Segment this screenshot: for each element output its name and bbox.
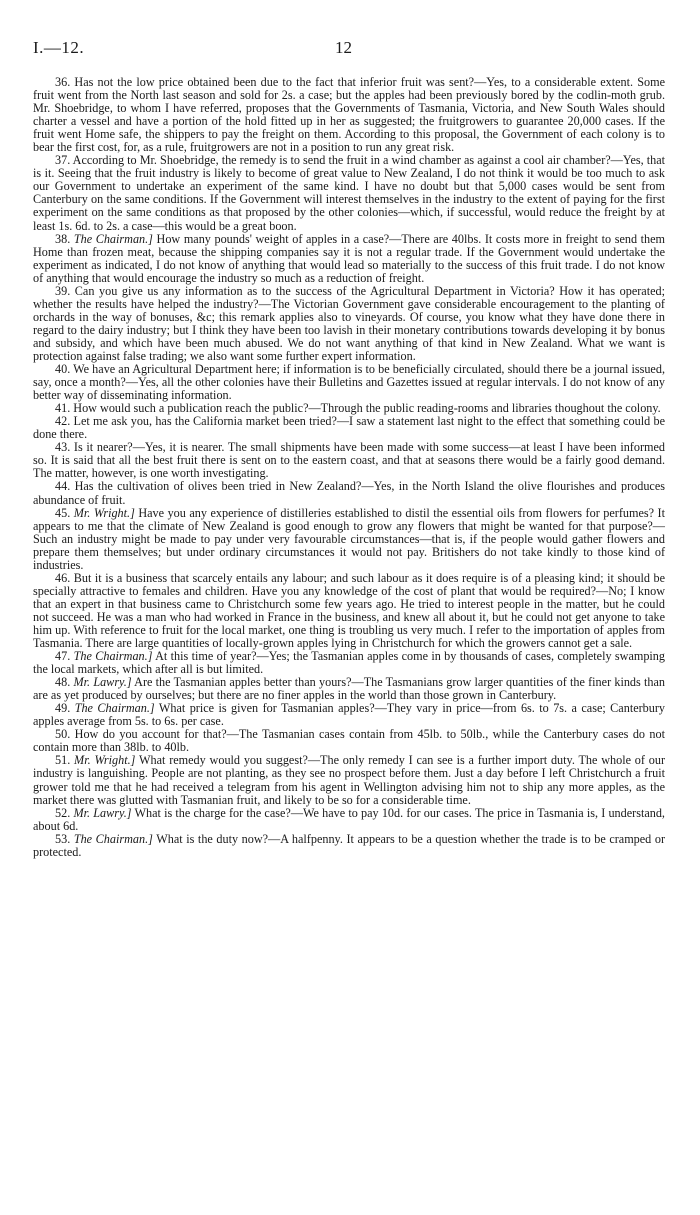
question-paragraph (33, 833, 665, 859)
question-paragraph: 43. Is it nearer?—Yes, it is nearer. The small shipments have been made with some success—at least I have been informed so. It is said that all the best fruit there is sent on to the eastern coast, and that at seasons there would be a fairly good demand. The matter, however, is one worth investigating. (33, 440, 665, 481)
speaker-name: Mr. Lawry.] (73, 675, 132, 690)
question-text: Are the Tasmanian apples better than yours?—The Tasmanians grow larger quantities of the finer kinds than are as yet produced by ourselves; but there are no finer apples in the world than those grown in Canterbury. (33, 675, 665, 703)
question-text: What is the duty now?—A halfpenny. It appears to be a question whether the trade is to be cramped or protected. (33, 831, 665, 859)
question-number: 52. (55, 805, 74, 820)
question-paragraph: 41. How would such a publication reach the public?—Through the public reading-rooms and libraries thoughout the colony. (55, 401, 661, 416)
question-number: 51. (55, 753, 75, 768)
speaker-name: Mr. Wright.] (73, 505, 135, 520)
question-text: How many pounds' weight of apples in a case?—There are 40lbs. It costs more in freight to send them Home than frozen meat, because the shipping companies say it is not a regular trade. If the Government would undertake the experiment as indicated, I do not know of anything that would lead so materially to the success of this fruit trade. I do not know of anything that would encourage the industry so much as a reduction of freight. (33, 231, 665, 285)
question-text: At this time of year?—Yes; the Tasmanian apples come in by thousands of cases, completely swamping the local markets, which after all is but limited. (33, 649, 665, 677)
paper-reference: I.—12. (33, 38, 85, 57)
question-number: 48. (55, 675, 74, 690)
question-paragraph: 40. We have an Agricultural Department here; if information is to be beneficially circulated, should there be a journal issued, say, once a month?—Yes, all the other colonies have their Bulletins and Gazettes issued at regular intervals. I do not know of any better way of disseminating information. (33, 362, 665, 403)
question-number: 49. (55, 701, 75, 716)
question-paragraph (33, 507, 665, 572)
speaker-name: The Chairman.] (74, 701, 155, 716)
question-paragraph (33, 807, 665, 833)
page-number: 12 (335, 38, 352, 57)
page-header (33, 38, 665, 62)
evidence-body (33, 76, 665, 859)
question-number: 53. (55, 831, 74, 846)
speaker-name: Mr. Lawry.] (73, 805, 132, 820)
question-paragraph (33, 702, 665, 728)
speaker-name: The Chairman.] (73, 649, 153, 664)
question-paragraph (33, 233, 665, 285)
question-paragraph: 44. Has the cultivation of olives been tried in New Zealand?—Yes, in the North Island the olive flourishes and produces abundance of fruit. (33, 479, 665, 507)
question-paragraph (33, 650, 665, 676)
question-text: What price is given for Tasmanian apples?—They vary in price—from 6s. to 7s. a case; Canterbury apples average from 5s. to 6s. per case. (33, 701, 666, 729)
question-number: 45. (55, 505, 74, 520)
question-text: What is the charge for the case?—We have to pay 10d. for our cases. The price in Tasmania is, I understand, about 6d. (33, 805, 665, 833)
question-paragraph: 46. But it is a business that scarcely entails any labour; and such labour as it does require is of a pleasing kind; it should be specially attractive to females and children. Have you any knowledge of the cost of plant that would be required?—No; I know that an expert in that business came to Christchurch some few years ago. He tried to interest people in the matter, but he could not succeed. He was a man who had worked in France in the business, and knew all about it, but he could not get anyone to take him up. With reference to fruit for the local market, one thing is troubling us very much. I refer to the importation of apples from Tasmania. There are large quantities of locally-grown apples lying in Christchurch for which the growers cannot get a sale. (33, 570, 665, 651)
speaker-name: The Chairman.] (73, 231, 153, 246)
question-text: Have you any experience of distilleries established to distil the essential oils from flowers for perfumes? It appears to me that the climate of New Zealand is good enough to grow any flowers that might be wanted for that purpose?—Such an industry might be made to pay under very favourable circumstances—that is, if the people would gather flowers and prepare them themselves; but under ordinary circumstances it would not pay. Britishers do not take kindly to those kind of industries. (33, 505, 666, 572)
question-paragraph: 39. Can you give us any information as to the success of the Agricultural Department in Victoria? How it has operated; whether the results have helped the industry?—The Victorian Government gave considerable encouragement to the planting of orchards in the way of bonuses, &c; this remark applies also to vineyards. Of course, you know what they have done there in regard to the dairy industry; but I think they have been too lavish in their monetary contributions towards developing it by bonus and subsidy, and which have been much abused. We do not want anything of that kind in New Zealand. What we want is protection against false trading; we also want some further expert information. (33, 283, 665, 363)
question-text: What remedy would you suggest?—The only remedy I can see is a further import duty. The whole of our industry is languishing. People are not planting, as they see no prospect before them. Just a day before I left Christchurch a fruit grower told me that he had received a telegram from his agent in Wellington advising him not to ship any more apples, as the market there was glutted with Tasmanian fruit, and likely to be so for a considerable time. (33, 753, 666, 807)
question-paragraph: 36. Has not the low price obtained been due to the fact that inferior fruit was sent?—Yes, to a considerable extent. Some fruit went from the North last season and sold for 2s. a case; but the apples had been previously bored by the codlin-moth grub. Mr. Shoebridge, to whom I have referred, proposes that the Governments of Tasmania, Victoria, and New South Wales should charter a vessel and have a portion of the hold fitted up in her as suggested; the fruitgrowers to guarantee 20,000 cases. If the fruit went Home safe, the shippers to pay the freight on them. According to this proposal, the Government of each colony is to bear the first cost, for, as a rule, fruitgrowers are not in a position to run any great risk. (33, 75, 665, 155)
question-number: 38. (55, 231, 74, 246)
question-paragraph (33, 676, 665, 702)
speaker-name: Mr. Wright.] (74, 753, 136, 768)
question-paragraph: 42. Let me ask you, has the California market been tried?—I saw a statement last night to the effect that something could be done there. (33, 414, 665, 442)
question-number: 47. (55, 649, 74, 664)
speaker-name: The Chairman.] (73, 831, 153, 846)
question-paragraph (33, 754, 665, 806)
question-paragraph: 37. According to Mr. Shoebridge, the remedy is to send the fruit in a wind chamber as against a cool air chamber?—Yes, that is it. Seeing that the fruit industry is likely to become of great value to New Zealand, I do not think it would be too much to ask our Government to undertake an experiment of the same kind. I have no doubt but that 5,000 cases would be sent from Canterbury on the same conditions. If the Government will interest themselves in the industry to the extent of paying for the first experiment on the same conditions as that proposed by the other colonies—which, if successful, would reduce the freight by at least 1s. 6d. to 2s. a case—this would be a great boon. (33, 153, 665, 233)
question-paragraph: 50. How do you account for that?—The Tasmanian cases contain from 45lb. to 50lb., while the Canterbury cases do not contain more than 38lb. to 40lb. (33, 727, 665, 755)
